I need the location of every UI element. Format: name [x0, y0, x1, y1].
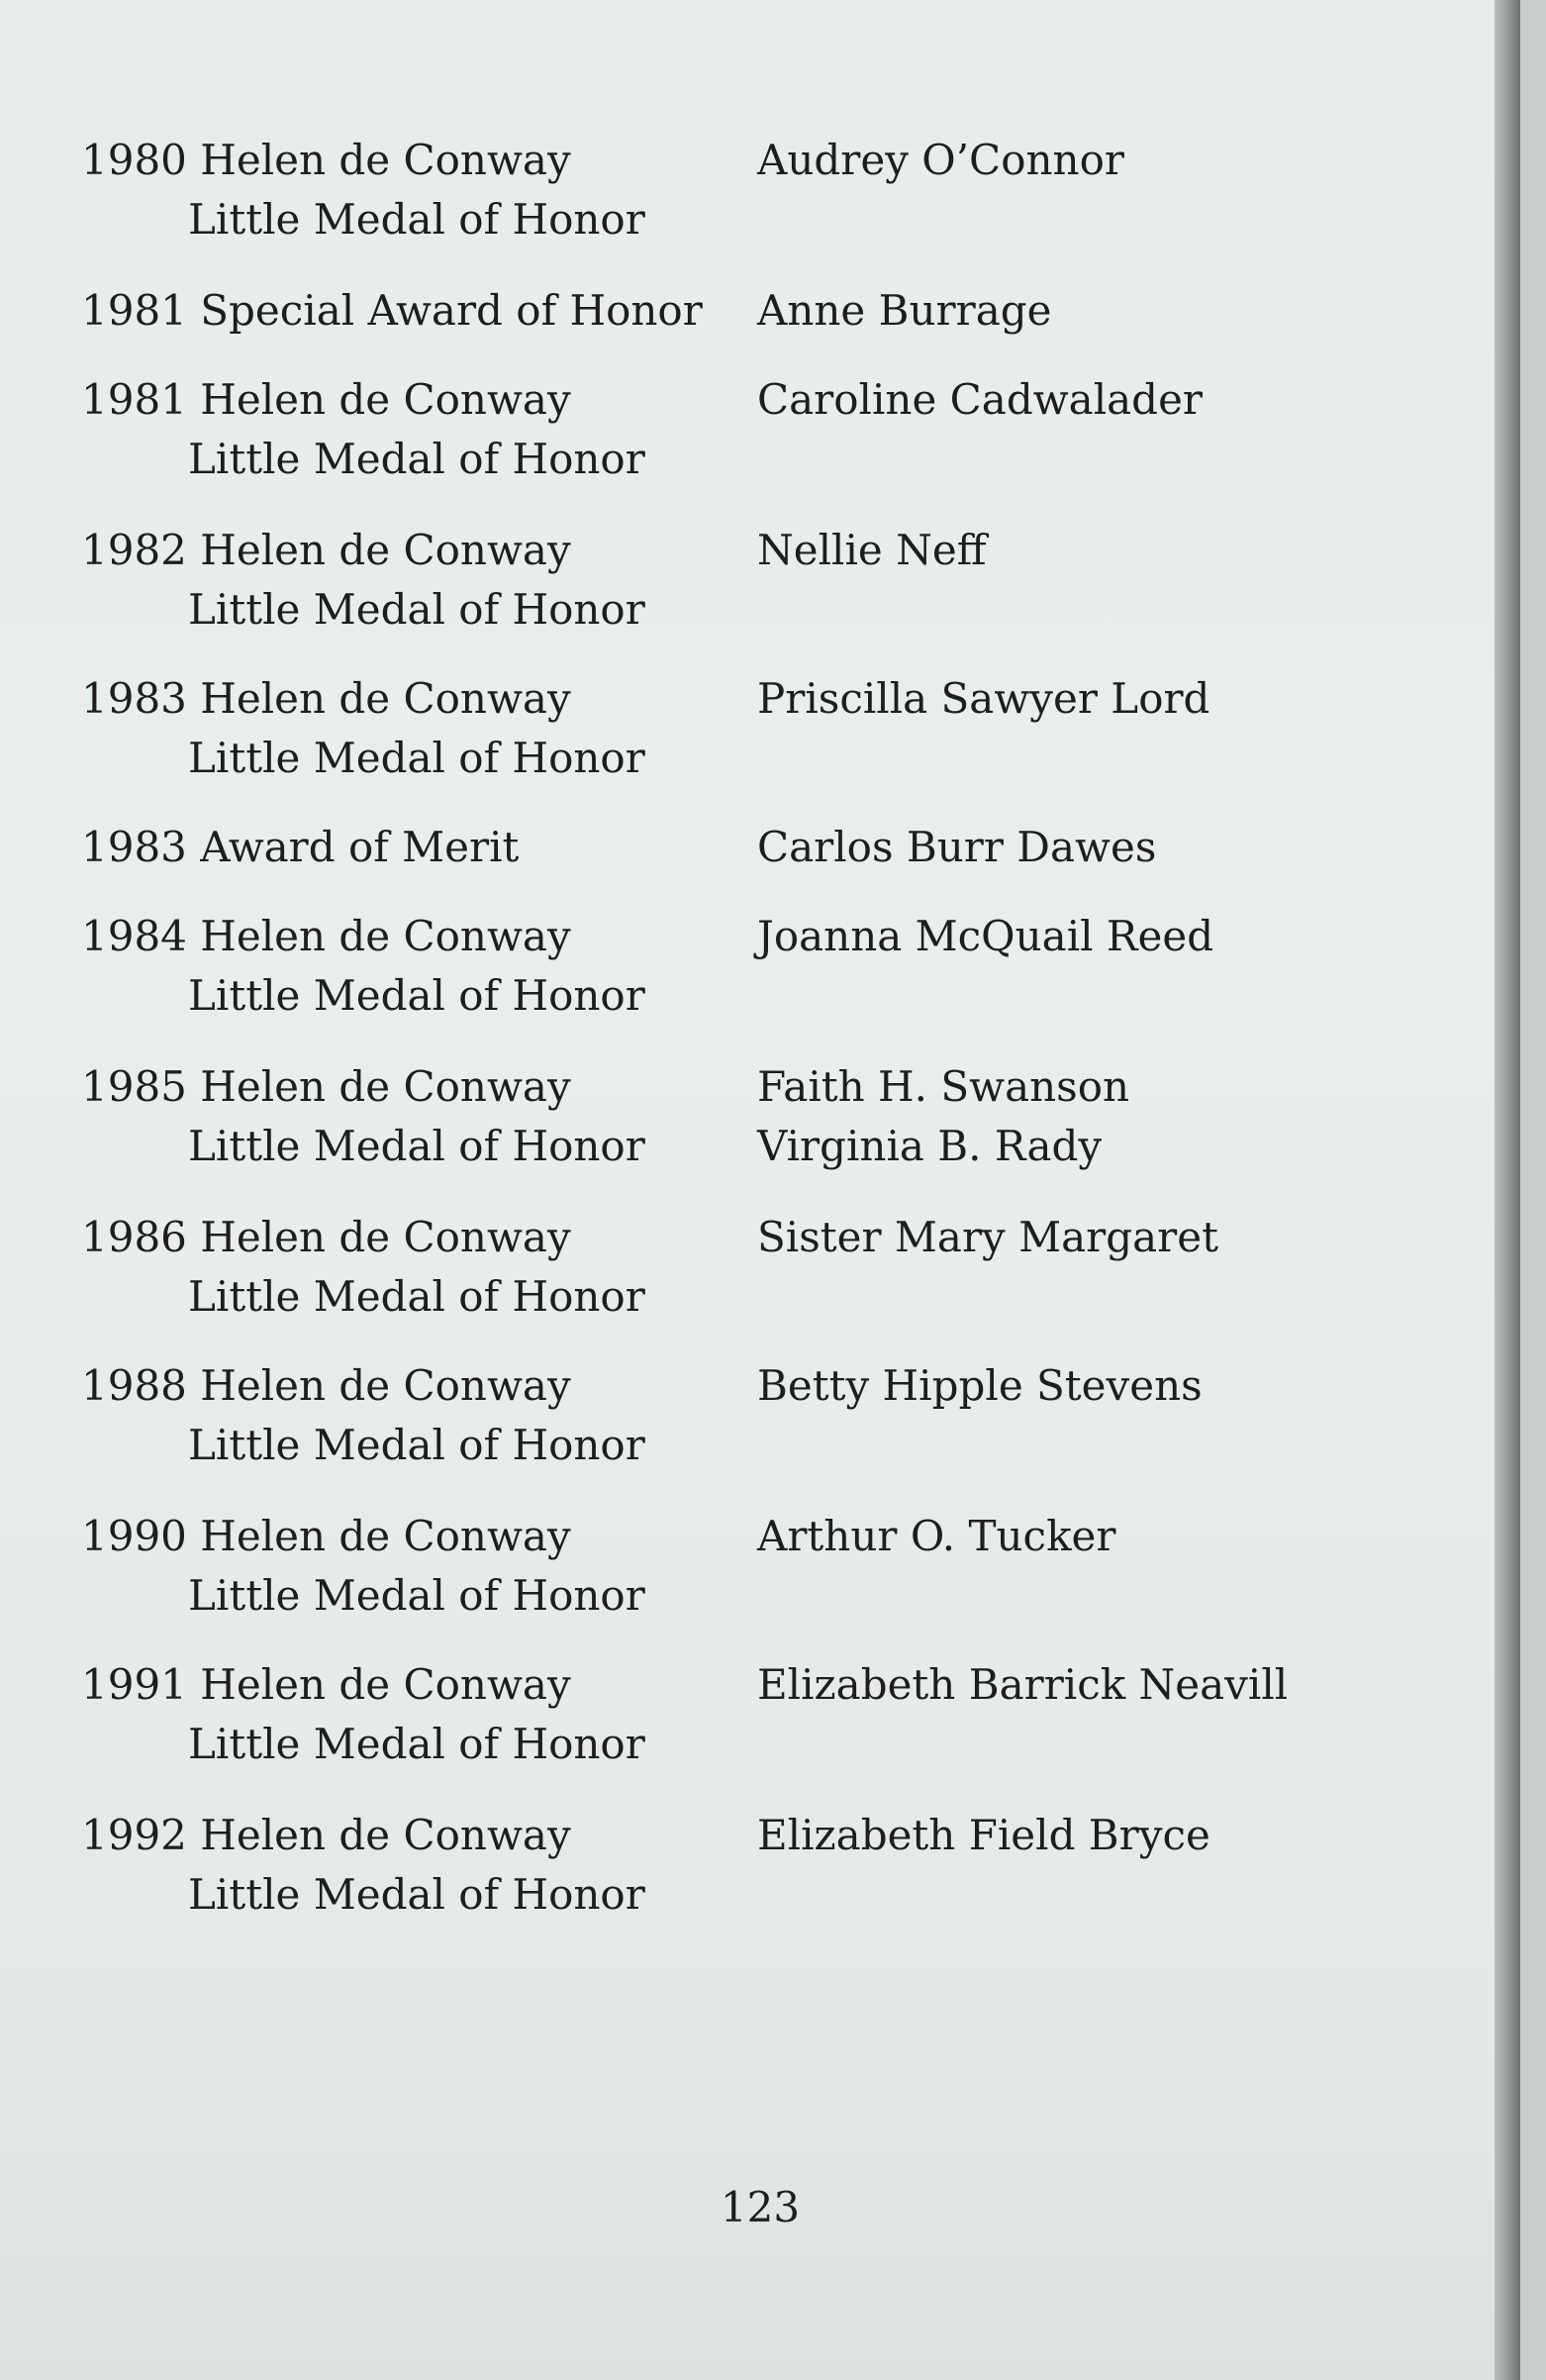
recipient-list — [757, 1507, 1115, 1566]
recipient-name: Arthur O. Tucker — [757, 1512, 1116, 1560]
recipient-name: Elizabeth Barrick Neavill — [757, 1660, 1289, 1709]
award-name: Helen de Conway — [200, 526, 571, 574]
award-year: 1990 — [81, 1512, 187, 1560]
award-name: Helen de Conway — [200, 1811, 571, 1859]
page-number: 123 — [720, 2183, 801, 2231]
recipient-list — [757, 1655, 1288, 1715]
recipient-name: Priscilla Sawyer Lord — [757, 674, 1210, 723]
award-subtitle: Little Medal of Honor — [188, 734, 645, 782]
recipient-name: Caroline Cadwalader — [757, 375, 1204, 424]
award-subtitle: Little Medal of Honor — [188, 585, 645, 634]
page-edge — [1495, 0, 1520, 2380]
award-year: 1991 — [81, 1660, 187, 1709]
award-year: 1981 — [81, 375, 187, 424]
award-subtitle: Little Medal of Honor — [188, 1272, 645, 1321]
award-name: Helen de Conway — [200, 912, 571, 960]
award-year: 1992 — [81, 1811, 187, 1859]
award-year: 1983 — [81, 674, 187, 723]
award-name: Helen de Conway — [200, 1062, 571, 1111]
award-title — [81, 818, 519, 877]
award-name: Special Award of Honor — [200, 286, 703, 335]
award-title — [81, 1356, 571, 1416]
award-title — [81, 1507, 571, 1566]
award-year: 1981 — [81, 286, 187, 335]
recipient-list — [757, 907, 1213, 966]
recipient-list — [757, 1806, 1210, 1865]
award-name: Award of Merit — [200, 823, 520, 871]
award-year: 1986 — [81, 1213, 187, 1261]
award-title — [81, 669, 571, 729]
award-title — [81, 1208, 571, 1267]
award-subtitle: Little Medal of Honor — [188, 435, 645, 483]
recipient-list — [757, 818, 1156, 877]
award-title — [81, 281, 703, 341]
award-title — [81, 1655, 571, 1715]
award-name: Helen de Conway — [200, 1660, 571, 1709]
award-name: Helen de Conway — [200, 1512, 571, 1560]
recipient-name: Elizabeth Field Bryce — [757, 1811, 1210, 1859]
recipient-list — [757, 370, 1203, 430]
recipient-name: Nellie Neff — [757, 526, 987, 574]
recipient-list — [757, 1057, 1129, 1176]
recipient-name: Faith H. Swanson — [757, 1062, 1130, 1111]
award-subtitle: Little Medal of Honor — [188, 1571, 645, 1620]
award-name: Helen de Conway — [200, 136, 571, 184]
recipient-name: Anne Burrage — [757, 286, 1052, 335]
award-year: 1983 — [81, 823, 187, 871]
recipient-list — [757, 669, 1209, 729]
award-title — [81, 1806, 571, 1865]
recipient-list — [757, 281, 1052, 341]
recipient-list — [757, 521, 987, 580]
award-name: Helen de Conway — [200, 1213, 571, 1261]
award-title — [81, 521, 571, 580]
recipient-name: Sister Mary Margaret — [757, 1213, 1218, 1261]
award-name: Helen de Conway — [200, 1361, 571, 1410]
award-title — [81, 370, 571, 430]
recipient-name: Betty Hipple Stevens — [757, 1361, 1203, 1410]
award-title — [81, 131, 571, 190]
award-title — [81, 907, 571, 966]
recipient-name: Audrey O’Connor — [757, 136, 1124, 184]
recipient-name: Carlos Burr Dawes — [757, 823, 1157, 871]
recipient-name: Virginia B. Rady — [757, 1122, 1103, 1170]
recipient-list — [757, 1208, 1218, 1267]
award-name: Helen de Conway — [200, 674, 571, 723]
award-year: 1980 — [81, 136, 187, 184]
recipient-list — [757, 1356, 1203, 1416]
award-name: Helen de Conway — [200, 375, 571, 424]
award-subtitle: Little Medal of Honor — [188, 1870, 645, 1919]
award-year: 1982 — [81, 526, 187, 574]
award-year: 1985 — [81, 1062, 187, 1111]
award-year: 1988 — [81, 1361, 187, 1410]
award-subtitle: Little Medal of Honor — [188, 971, 645, 1020]
award-subtitle: Little Medal of Honor — [188, 1122, 645, 1170]
award-title — [81, 1057, 571, 1117]
recipient-name: Joanna McQuail Reed — [757, 912, 1214, 960]
award-subtitle: Little Medal of Honor — [188, 195, 645, 244]
award-subtitle: Little Medal of Honor — [188, 1421, 645, 1469]
award-year: 1984 — [81, 912, 187, 960]
recipient-list — [757, 131, 1124, 190]
award-subtitle: Little Medal of Honor — [188, 1720, 645, 1768]
